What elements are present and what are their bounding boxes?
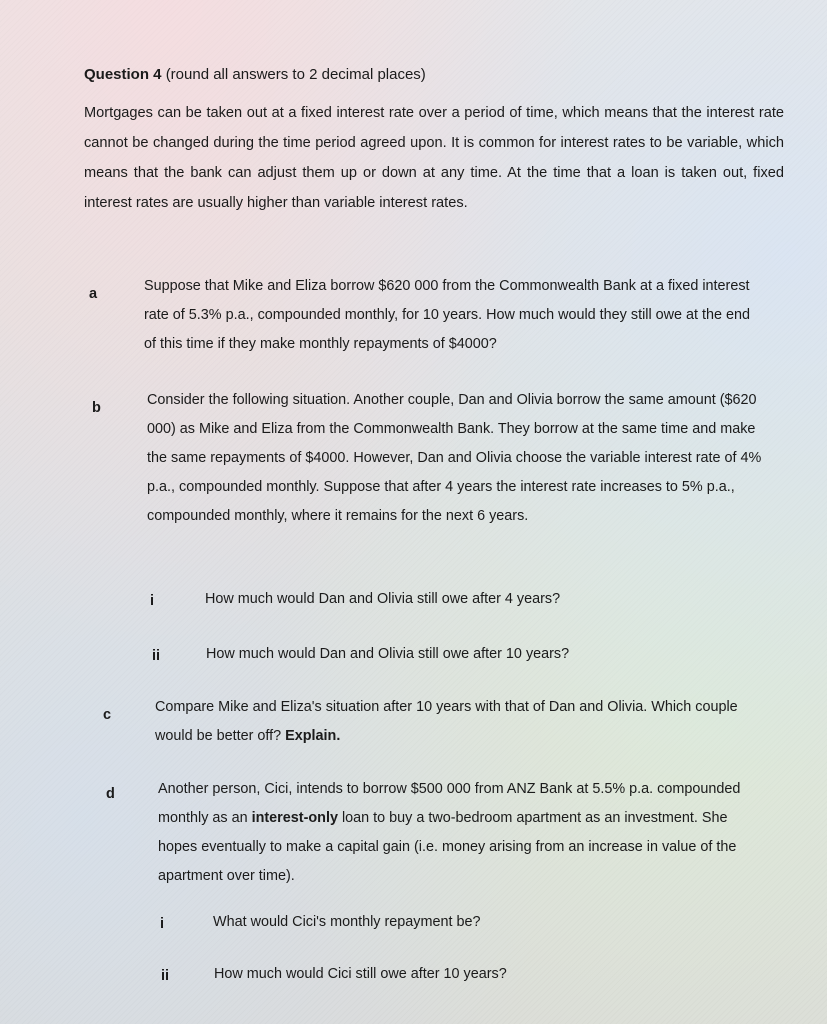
part-c-label: c xyxy=(103,707,112,723)
intro-paragraph: Mortgages can be taken out at a fixed interest rate over a period of time, which means that the interest rate cannot be changed during the time period agreed upon. It is common for interest rates to be variable, which means that the bank can adjust them up or down at any time. At the time that a loan is taken out, fixed interest rates are usually higher than variable interest rates. xyxy=(84,105,784,211)
part-b-text: Consider the following situation. Another couple, Dan and Olivia borrow the same amount ($620 000) as Mike and Eliza from the Commonwealth Bank. They borrow at the same time and make the same repayments of $4000. However, Dan and Olivia choose the variable interest rate of 4% p.a., compounded monthly. Suppose that after 4 years the interest rate increases to 5% p.a., compounded monthly, where it remains for the next 6 years. xyxy=(147,392,762,524)
question-heading xyxy=(84,66,426,83)
part-b-i-text: How much would Dan and Olivia still owe after 4 years? xyxy=(205,591,561,607)
part-b-label: b xyxy=(92,400,101,416)
part-b-i-label: i xyxy=(150,593,155,609)
part-a-label: a xyxy=(89,286,98,302)
part-d-interest-only: interest-only xyxy=(251,810,338,826)
part-b-ii-label: ii xyxy=(152,648,161,664)
part-d-label: d xyxy=(106,786,115,802)
part-c-explain: Explain. xyxy=(285,728,341,744)
part-a-text: Suppose that Mike and Eliza borrow $620 000 from the Commonwealth Bank at a fixed interest rate of 5.3% p.a., compounded monthly, for 10 years. How much would they still owe at the end of this time if they make monthly repayments of $4000? xyxy=(144,278,751,352)
part-b-ii-text: How much would Dan and Olivia still owe after 10 years? xyxy=(206,646,570,662)
part-d-i-text: What would Cici's monthly repayment be? xyxy=(213,914,481,930)
question-note: (round all answers to 2 decimal places) xyxy=(165,66,426,83)
question-label: Question 4 xyxy=(84,66,162,83)
part-d-text xyxy=(158,775,758,891)
part-d-text-end: loan to buy a two-bedroom apartment as an investment. She hopes eventually to make a capital gain (i.e. money arising from an increase in value of the apartment over time). xyxy=(158,810,737,884)
part-c-question: Compare Mike and Eliza's situation after 10 years with that of Dan and Olivia. Which couple would be better off? xyxy=(155,699,738,744)
part-d-ii-label: ii xyxy=(161,968,170,984)
part-d-text-start: Another person, Cici, intends to borrow $500 000 from ANZ Bank at 5.5% p.a. compounded monthly as an xyxy=(158,781,741,826)
part-d-ii-text: How much would Cici still owe after 10 years? xyxy=(214,966,507,982)
part-c-text xyxy=(155,693,765,751)
part-d-i-label: i xyxy=(160,916,165,932)
